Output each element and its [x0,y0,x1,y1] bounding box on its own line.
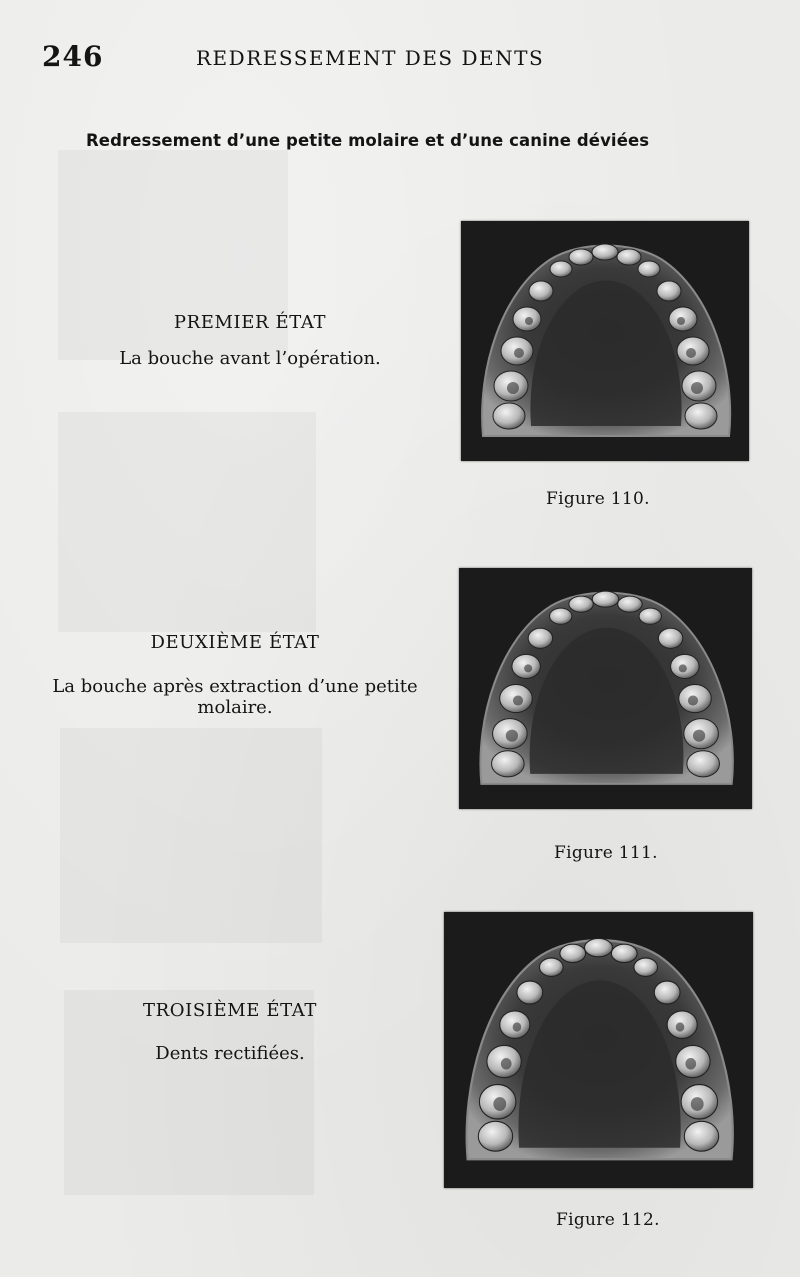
figure-112-caption: Figure 112. [556,1210,660,1230]
figure-111-caption: Figure 111. [554,843,658,863]
state-description-3: Dents rectifiées. [155,1043,305,1064]
show-through-block [58,412,316,632]
state-description-1: La bouche avant l’opération. [119,348,381,369]
state-heading-3: TROISIÈME ÉTAT [143,1000,317,1021]
state-heading-2: DEUXIÈME ÉTAT [150,632,320,653]
running-title: REDRESSEMENT DES DENTS [196,46,545,70]
state-description-2: La bouche après extraction d’une petite molaire. [52,676,418,718]
section-title: Redressement d’une petite molaire et d’une canine déviées [86,131,650,150]
figure-110-caption: Figure 110. [546,489,650,509]
figure-110-plate [461,221,749,461]
state-heading-1: PREMIER ÉTAT [173,312,327,333]
figure-111-plate [459,568,752,809]
dental-cast-photo-icon [444,912,753,1188]
dental-cast-photo-icon [461,221,749,461]
page-number: 246 [42,40,104,73]
show-through-block [60,728,322,943]
figure-112-plate [444,912,753,1188]
dental-cast-photo-icon [459,568,752,809]
